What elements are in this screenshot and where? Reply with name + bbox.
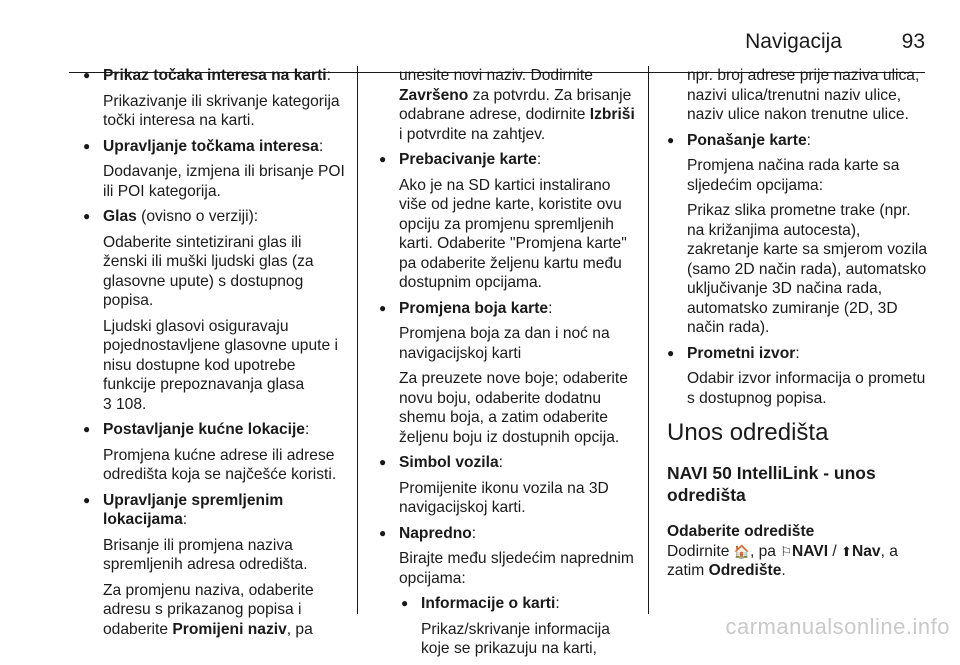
item-text: Prikaz slika prometne trake (npr. na križanjima autocesta), zakretanje karte sa smjerom vozila (samo 2D način rada), automatsko uključivanje 3D načina rada, automatsko zumiranje (2D, 3D način rada). xyxy=(687,202,928,336)
home-icon: 🏠 xyxy=(733,543,750,559)
item-text: Za preuzete nove boje; odaberite novu boju, odaberite dodatnu shemu boja, a zatim odaberite željenu boju iz dostupnih opcija. xyxy=(399,370,628,446)
list-item: ● Glas (ovisno o verziji): xyxy=(83,207,348,227)
list-item: ● Upravljanje točkama interesa: xyxy=(83,137,348,157)
column-divider-1 xyxy=(357,66,358,614)
item-text: Za promjenu naziva, odaberite adresu s prikazanog popisa i odaberite Promijeni naziv, pa xyxy=(103,581,314,638)
item-text: Dodavanje, izmjena ili brisanje POI ili POI kategorija. xyxy=(103,163,345,200)
subsection-heading: NAVI 50 IntelliLink - unos odredišta xyxy=(667,463,876,505)
section-heading: Unos odredišta xyxy=(667,419,829,446)
item-text: Brisanje ili promjena naziva spremljenih adresa odredišta. xyxy=(103,536,308,573)
item-text: npr. broj adrese prije naziva ulica, nazivi ulica/trenutni naziv ulice, naziv ulice nakon trenutne ulice. xyxy=(687,67,920,123)
item-text: Dodirnite 🏠, pa ⚐NAVI / ⬆Nav, a zatim Odredište. xyxy=(667,542,898,579)
item-title: Informacije o karti xyxy=(421,595,556,612)
item-text: Promjena kućne adrese ili adrese odredišta koja se najčešće koristi. xyxy=(103,446,337,483)
arrow-up-icon: ⬆ xyxy=(841,543,852,559)
item-text: Odabir izvor informacija o prometu s dostupnog popisa. xyxy=(687,370,926,407)
item-title: Upravljanje točkama interesa xyxy=(103,137,319,155)
list-item: ● Prebacivanje karte: xyxy=(379,150,641,170)
sub-list-item: ● Ponašanje karte: xyxy=(667,131,932,151)
item-title: Promjena boja karte xyxy=(399,299,549,317)
column-1 xyxy=(83,66,348,645)
item-text: Ako je na SD kartici instalirano više od jedne karte, koristite ovu opciju za promjenu spremljenih karti. Odaberite "Promjena karte" pa odaberite željenu kartu među dostupnim opcijama. xyxy=(399,176,627,291)
list-item: ● Promjena boja karte: xyxy=(379,299,641,319)
step-heading: Odaberite odredište xyxy=(667,523,815,540)
flag-icon: ⚐ xyxy=(780,543,792,559)
item-text: unesite novi naziv. Dodirnite Završeno za potvrdu. Za brisanje odabrane adrese, dodirnite Izbriši i potvrdite na zahtjev. xyxy=(399,67,635,143)
item-text: Ljudski glasovi osiguravaju pojednostavljene glasovne upute i nisu dostupne kod upotrebe funkcije prepoznavanja glasa 3 108. xyxy=(103,317,338,413)
item-text: Prikazivanje ili skrivanje kategorija točki interesa na karti. xyxy=(103,92,340,129)
item-title: Prometni izvor xyxy=(687,344,796,362)
item-text: Prikaz/skrivanje informacija koje se prikazuju na karti, xyxy=(421,620,610,657)
section-title: Navigacija xyxy=(745,30,842,53)
sub-list-item: ● Prometni izvor: xyxy=(667,344,932,364)
list-item: ● Upravljanje spremljenim lokacijama: xyxy=(83,491,348,530)
item-title: Postavljanje kućne lokacije xyxy=(103,421,305,438)
item-title: Glas xyxy=(103,208,137,225)
page-reference: 3 108. xyxy=(103,395,147,413)
list-item: ● Simbol vozila: xyxy=(379,453,641,473)
column-divider-2 xyxy=(648,66,649,614)
watermark: carmanualsonline.info xyxy=(725,614,950,639)
item-title: Prikaz točaka interesa na karti xyxy=(103,67,327,84)
column-3 xyxy=(667,66,932,581)
item-text: Promijenite ikonu vozila na 3D navigacijskoj karti. xyxy=(399,479,609,516)
item-title: Napredno xyxy=(399,524,472,542)
item-title: Upravljanje spremljenim lokacijama xyxy=(103,491,284,528)
item-title: Prebacivanje karte xyxy=(399,151,537,168)
item-text: Birajte među sljedećim naprednim opcijama: xyxy=(399,550,634,587)
item-text: Promjena načina rada karte sa sljedećim opcijama: xyxy=(687,157,900,194)
list-item: ● Postavljanje kućne lokacije: xyxy=(83,420,348,440)
page-number: 93 xyxy=(901,30,925,53)
sub-list-item: ● Informacije o karti: xyxy=(401,594,641,614)
list-item: ● Prikaz točaka interesa na karti: xyxy=(83,66,348,86)
item-text: Promjena boja za dan i noć na navigacijskoj karti xyxy=(399,325,610,362)
page-header xyxy=(0,22,960,56)
item-title: Simbol vozila xyxy=(399,454,499,471)
list-item: ● Napredno: xyxy=(379,524,641,544)
item-text: Odaberite sintetizirani glas ili ženski ili muški ljudski glas (za glasovne upute) s dostupnog popisa. xyxy=(103,233,314,309)
column-2 xyxy=(379,66,641,665)
item-title: Ponašanje karte xyxy=(687,131,807,149)
